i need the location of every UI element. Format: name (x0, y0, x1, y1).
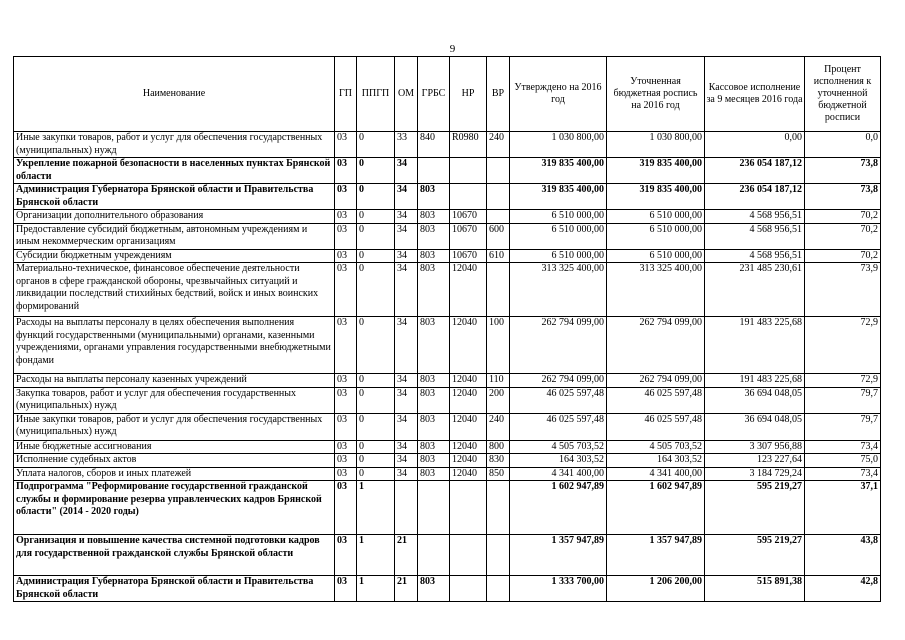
header-gp: ГП (335, 57, 357, 132)
cell-ppgp: 0 (357, 184, 395, 210)
cell-name: Подпрограмма "Реформирование государственной гражданской службы и формирование резерва управленческих кадров Брянской области" (2014 - 2020 годы) (14, 481, 335, 535)
cell-executed: 3 184 729,24 (705, 467, 805, 481)
cell-executed: 36 694 048,05 (705, 387, 805, 413)
cell-np: 12040 (450, 440, 487, 454)
cell-name: Расходы на выплаты персоналу в целях обеспечения выполнения функций государственными (муниципальными) органами, казенными учреждениями, органами управления государственными внебюджетными фондами (14, 317, 335, 374)
table-row (14, 454, 881, 468)
cell-np: 12040 (450, 467, 487, 481)
cell-percent: 72,9 (805, 374, 881, 388)
cell-gp: 03 (335, 374, 357, 388)
cell-vr: 240 (487, 132, 510, 158)
table-row (14, 249, 881, 263)
cell-name: Закупка товаров, работ и услуг для обеспечения государственных (муниципальных) нужд (14, 387, 335, 413)
cell-gp: 03 (335, 576, 357, 602)
cell-vr: 110 (487, 374, 510, 388)
header-name: Наименование (14, 57, 335, 132)
cell-executed: 236 054 187,12 (705, 184, 805, 210)
cell-gp: 03 (335, 535, 357, 576)
table-row (14, 132, 881, 158)
cell-om: 21 (395, 535, 418, 576)
cell-ppgp: 1 (357, 576, 395, 602)
cell-om (395, 481, 418, 535)
cell-executed: 4 568 956,51 (705, 210, 805, 224)
cell-percent: 70,2 (805, 249, 881, 263)
cell-vr: 600 (487, 223, 510, 249)
cell-approved: 6 510 000,00 (510, 223, 607, 249)
cell-approved: 6 510 000,00 (510, 249, 607, 263)
cell-om: 34 (395, 158, 418, 184)
cell-approved: 164 303,52 (510, 454, 607, 468)
cell-name: Иные бюджетные ассигнования (14, 440, 335, 454)
cell-executed: 123 227,64 (705, 454, 805, 468)
cell-np: 12040 (450, 413, 487, 440)
cell-executed: 36 694 048,05 (705, 413, 805, 440)
cell-approved: 319 835 400,00 (510, 184, 607, 210)
cell-ppgp: 0 (357, 467, 395, 481)
cell-approved: 262 794 099,00 (510, 317, 607, 374)
cell-approved: 1 602 947,89 (510, 481, 607, 535)
cell-revised: 46 025 597,48 (607, 413, 705, 440)
table-row (14, 210, 881, 224)
cell-grbs (418, 481, 450, 535)
cell-vr: 800 (487, 440, 510, 454)
cell-name: Организация и повышение качества системной подготовки кадров для государственной гражданской службы Брянской области (14, 535, 335, 576)
cell-om: 34 (395, 263, 418, 317)
cell-executed: 4 568 956,51 (705, 223, 805, 249)
cell-om: 34 (395, 184, 418, 210)
cell-np (450, 576, 487, 602)
cell-executed: 595 219,27 (705, 535, 805, 576)
cell-np: 12040 (450, 317, 487, 374)
cell-revised: 313 325 400,00 (607, 263, 705, 317)
cell-vr (487, 210, 510, 224)
cell-executed: 3 307 956,88 (705, 440, 805, 454)
cell-grbs: 803 (418, 223, 450, 249)
cell-gp: 03 (335, 467, 357, 481)
cell-ppgp: 0 (357, 413, 395, 440)
table-row (14, 535, 881, 576)
cell-name: Иные закупки товаров, работ и услуг для обеспечения государственных (муниципальных) нужд (14, 413, 335, 440)
cell-om: 34 (395, 440, 418, 454)
cell-gp: 03 (335, 132, 357, 158)
cell-om: 34 (395, 387, 418, 413)
cell-np (450, 535, 487, 576)
cell-vr (487, 263, 510, 317)
cell-approved: 262 794 099,00 (510, 374, 607, 388)
cell-name: Предоставление субсидий бюджетным, автономным учреждениям и иным некоммерческим организациям (14, 223, 335, 249)
cell-name: Администрация Губернатора Брянской области и Правительства Брянской области (14, 184, 335, 210)
cell-om: 34 (395, 317, 418, 374)
cell-percent: 75,0 (805, 454, 881, 468)
cell-approved: 4 341 400,00 (510, 467, 607, 481)
cell-ppgp: 0 (357, 249, 395, 263)
header-percent: Процент исполнения к уточненной бюджетной росписи (805, 57, 881, 132)
cell-revised: 1 602 947,89 (607, 481, 705, 535)
cell-vr: 830 (487, 454, 510, 468)
cell-grbs (418, 158, 450, 184)
cell-revised: 1 206 200,00 (607, 576, 705, 602)
cell-gp: 03 (335, 223, 357, 249)
cell-name: Укрепление пожарной безопасности в населенных пунктах Брянской области (14, 158, 335, 184)
budget-execution-table (13, 56, 881, 602)
cell-name: Организации дополнительного образования (14, 210, 335, 224)
cell-gp: 03 (335, 263, 357, 317)
cell-np (450, 481, 487, 535)
page-number: 9 (449, 43, 456, 55)
cell-gp: 03 (335, 210, 357, 224)
cell-om: 34 (395, 249, 418, 263)
table-row (14, 440, 881, 454)
cell-vr: 610 (487, 249, 510, 263)
cell-np: 12040 (450, 454, 487, 468)
cell-grbs: 803 (418, 210, 450, 224)
cell-executed: 231 485 230,61 (705, 263, 805, 317)
cell-np: 10670 (450, 210, 487, 224)
cell-om: 34 (395, 467, 418, 481)
table-row (14, 263, 881, 317)
table-row (14, 184, 881, 210)
cell-gp: 03 (335, 158, 357, 184)
cell-gp: 03 (335, 440, 357, 454)
cell-gp: 03 (335, 413, 357, 440)
cell-revised: 262 794 099,00 (607, 374, 705, 388)
cell-grbs: 803 (418, 387, 450, 413)
cell-grbs: 803 (418, 454, 450, 468)
cell-ppgp: 0 (357, 374, 395, 388)
cell-vr: 850 (487, 467, 510, 481)
cell-gp: 03 (335, 387, 357, 413)
header-grbs: ГРБС (418, 57, 450, 132)
cell-revised: 262 794 099,00 (607, 317, 705, 374)
cell-grbs: 803 (418, 184, 450, 210)
cell-executed: 191 483 225,68 (705, 374, 805, 388)
cell-om: 34 (395, 454, 418, 468)
cell-vr: 240 (487, 413, 510, 440)
cell-percent: 42,8 (805, 576, 881, 602)
cell-name: Уплата налогов, сборов и иных платежей (14, 467, 335, 481)
header-om: ОМ (395, 57, 418, 132)
cell-ppgp: 0 (357, 454, 395, 468)
table-row (14, 576, 881, 602)
cell-approved: 313 325 400,00 (510, 263, 607, 317)
cell-np: 10670 (450, 249, 487, 263)
cell-executed: 595 219,27 (705, 481, 805, 535)
cell-name: Администрация Губернатора Брянской области и Правительства Брянской области (14, 576, 335, 602)
cell-percent: 79,7 (805, 413, 881, 440)
table-row (14, 413, 881, 440)
cell-gp: 03 (335, 481, 357, 535)
cell-percent: 43,8 (805, 535, 881, 576)
cell-vr (487, 576, 510, 602)
cell-approved: 46 025 597,48 (510, 413, 607, 440)
cell-approved: 46 025 597,48 (510, 387, 607, 413)
cell-executed: 191 483 225,68 (705, 317, 805, 374)
cell-percent: 73,8 (805, 158, 881, 184)
cell-revised: 164 303,52 (607, 454, 705, 468)
cell-revised: 4 341 400,00 (607, 467, 705, 481)
table-body (14, 132, 881, 602)
header-executed: Кассовое исполнение за 9 месяцев 2016 года (705, 57, 805, 132)
cell-om: 21 (395, 576, 418, 602)
cell-approved: 1 357 947,89 (510, 535, 607, 576)
cell-approved: 1 333 700,00 (510, 576, 607, 602)
cell-revised: 319 835 400,00 (607, 184, 705, 210)
cell-name: Исполнение судебных актов (14, 454, 335, 468)
cell-percent: 70,2 (805, 210, 881, 224)
cell-percent: 73,4 (805, 440, 881, 454)
cell-grbs: 803 (418, 467, 450, 481)
cell-om: 34 (395, 374, 418, 388)
cell-revised: 6 510 000,00 (607, 223, 705, 249)
cell-grbs (418, 535, 450, 576)
cell-vr (487, 535, 510, 576)
cell-om: 34 (395, 210, 418, 224)
table-row (14, 481, 881, 535)
cell-vr (487, 158, 510, 184)
table-row (14, 387, 881, 413)
cell-grbs: 803 (418, 413, 450, 440)
cell-ppgp: 1 (357, 481, 395, 535)
cell-revised: 319 835 400,00 (607, 158, 705, 184)
table-row (14, 158, 881, 184)
cell-gp: 03 (335, 184, 357, 210)
cell-name: Субсидии бюджетным учреждениям (14, 249, 335, 263)
cell-ppgp: 0 (357, 158, 395, 184)
table-row (14, 467, 881, 481)
cell-executed: 4 568 956,51 (705, 249, 805, 263)
cell-revised: 1 357 947,89 (607, 535, 705, 576)
cell-revised: 6 510 000,00 (607, 249, 705, 263)
cell-grbs: 803 (418, 576, 450, 602)
cell-np: 10670 (450, 223, 487, 249)
cell-approved: 4 505 703,52 (510, 440, 607, 454)
cell-vr: 100 (487, 317, 510, 374)
cell-approved: 319 835 400,00 (510, 158, 607, 184)
cell-ppgp: 0 (357, 210, 395, 224)
cell-ppgp: 0 (357, 223, 395, 249)
cell-ppgp: 0 (357, 263, 395, 317)
cell-gp: 03 (335, 249, 357, 263)
cell-np: 12040 (450, 374, 487, 388)
cell-revised: 4 505 703,52 (607, 440, 705, 454)
cell-executed: 236 054 187,12 (705, 158, 805, 184)
cell-ppgp: 0 (357, 440, 395, 454)
cell-vr (487, 184, 510, 210)
table-row (14, 317, 881, 374)
cell-revised: 46 025 597,48 (607, 387, 705, 413)
cell-om: 34 (395, 223, 418, 249)
table-row (14, 374, 881, 388)
cell-percent: 73,9 (805, 263, 881, 317)
header-approved: Утверждено на 2016 год (510, 57, 607, 132)
table-row (14, 223, 881, 249)
header-vr: ВР (487, 57, 510, 132)
cell-gp: 03 (335, 317, 357, 374)
cell-np: 12040 (450, 263, 487, 317)
cell-percent: 79,7 (805, 387, 881, 413)
cell-grbs: 803 (418, 249, 450, 263)
cell-grbs: 840 (418, 132, 450, 158)
cell-om: 33 (395, 132, 418, 158)
cell-vr: 200 (487, 387, 510, 413)
cell-grbs: 803 (418, 374, 450, 388)
cell-ppgp: 0 (357, 387, 395, 413)
header-ppgp: ППГП (357, 57, 395, 132)
cell-percent: 37,1 (805, 481, 881, 535)
cell-percent: 72,9 (805, 317, 881, 374)
cell-grbs: 803 (418, 263, 450, 317)
cell-vr (487, 481, 510, 535)
cell-ppgp: 0 (357, 317, 395, 374)
table-header-row (14, 57, 881, 132)
cell-np (450, 184, 487, 210)
cell-np: 12040 (450, 387, 487, 413)
cell-name: Расходы на выплаты персоналу казенных учреждений (14, 374, 335, 388)
cell-percent: 70,2 (805, 223, 881, 249)
header-revised: Уточненная бюджетная роспись на 2016 год (607, 57, 705, 132)
cell-percent: 73,8 (805, 184, 881, 210)
cell-approved: 1 030 800,00 (510, 132, 607, 158)
cell-np: R0980 (450, 132, 487, 158)
cell-np (450, 158, 487, 184)
cell-revised: 6 510 000,00 (607, 210, 705, 224)
cell-executed: 515 891,38 (705, 576, 805, 602)
cell-name: Иные закупки товаров, работ и услуг для обеспечения государственных (муниципальных) нужд (14, 132, 335, 158)
cell-grbs: 803 (418, 317, 450, 374)
cell-approved: 6 510 000,00 (510, 210, 607, 224)
cell-grbs: 803 (418, 440, 450, 454)
cell-ppgp: 1 (357, 535, 395, 576)
cell-percent: 73,4 (805, 467, 881, 481)
cell-gp: 03 (335, 454, 357, 468)
header-np: НР (450, 57, 487, 132)
cell-om: 34 (395, 413, 418, 440)
cell-executed: 0,00 (705, 132, 805, 158)
cell-name: Материально-техническое, финансовое обеспечение деятельности органов в сфере гражданской обороны, чрезвычайных ситуаций и ликвидации последствий стихийных бедствий, войск и иных воинских формирований (14, 263, 335, 317)
cell-percent: 0,0 (805, 132, 881, 158)
cell-revised: 1 030 800,00 (607, 132, 705, 158)
cell-ppgp: 0 (357, 132, 395, 158)
